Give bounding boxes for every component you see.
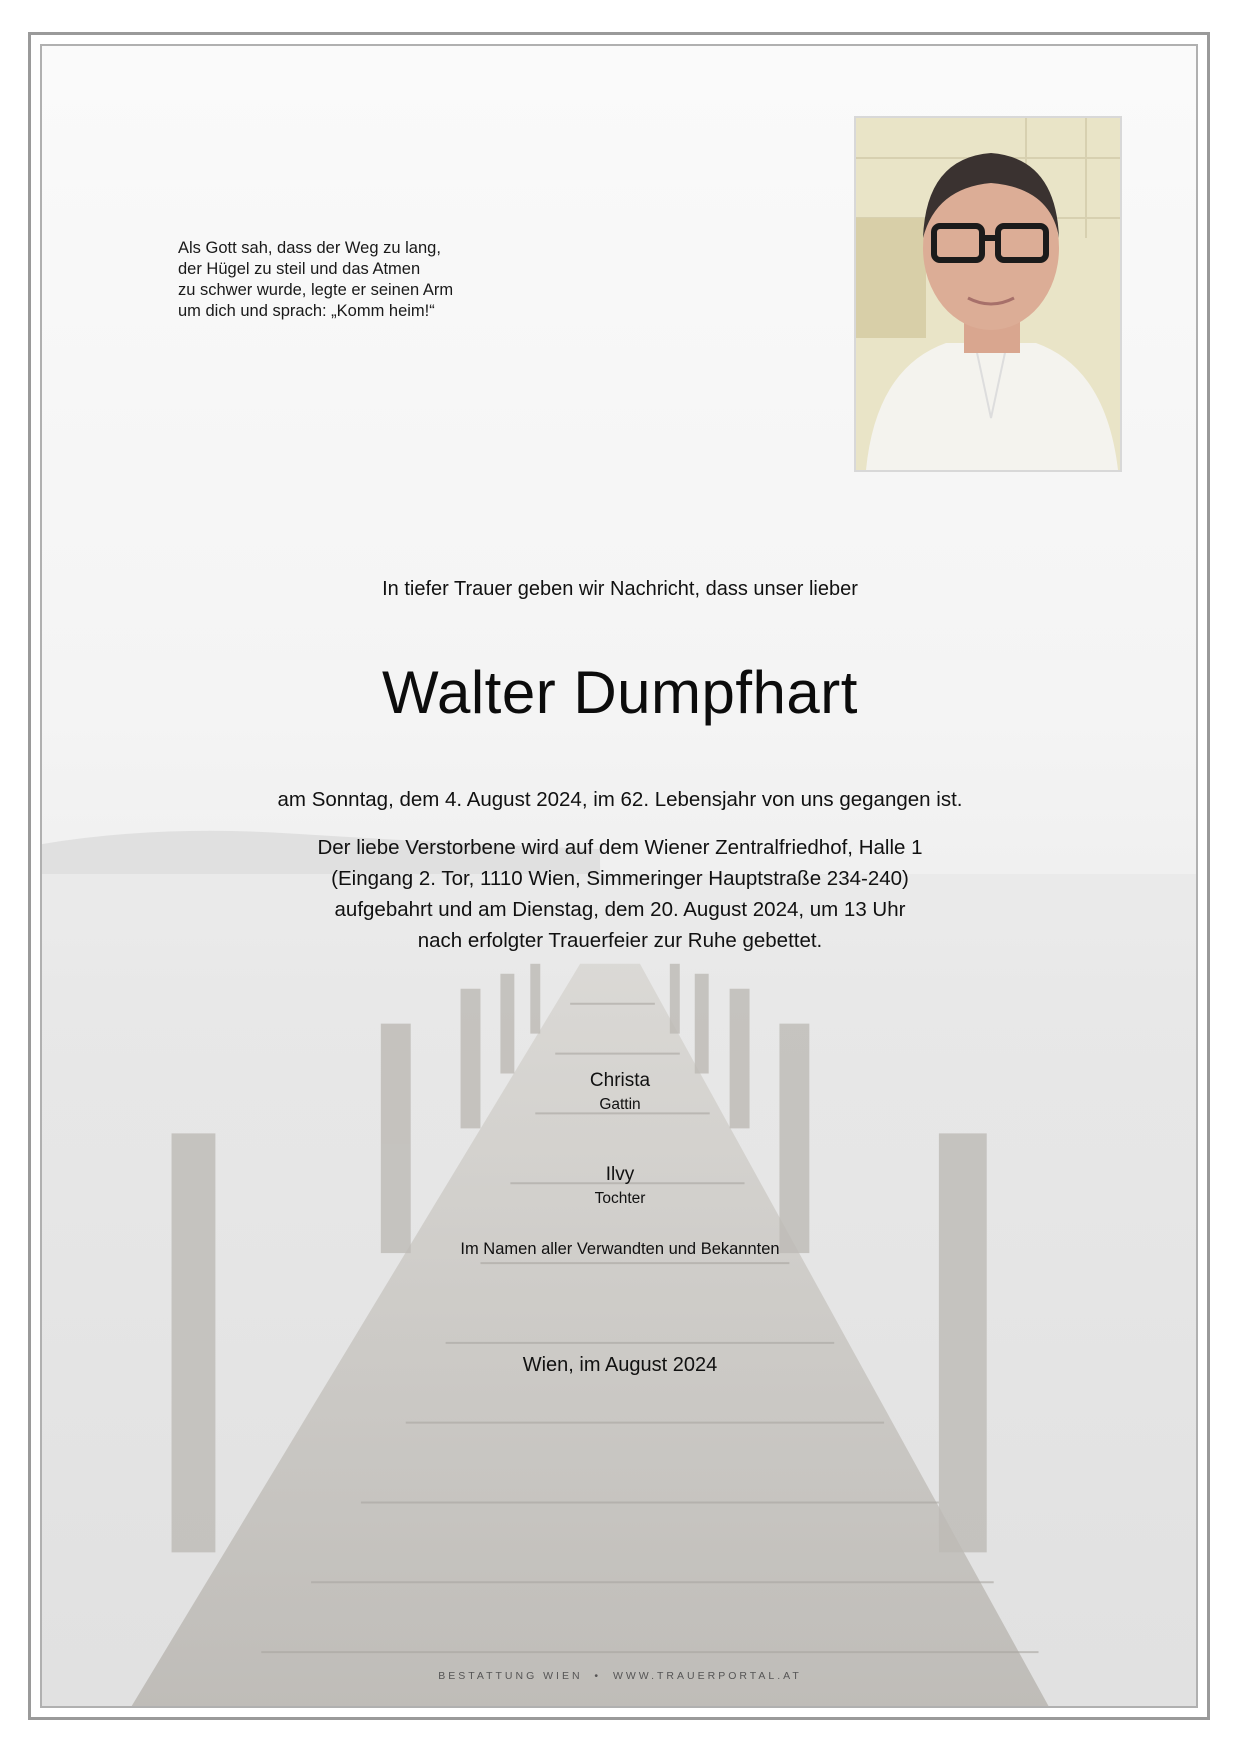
quote-line: der Hügel zu steil und das Atmen <box>178 260 421 278</box>
memorial-quote <box>178 238 498 322</box>
footer <box>0 1670 1240 1682</box>
place-and-date: Wien, im August 2024 <box>522 1354 718 1376</box>
portrait-illustration <box>856 118 1120 470</box>
passing-date-text: am Sonntag, dem 4. August 2024, im 62. Lebensjahr von uns gegangen ist. <box>277 788 963 811</box>
quote-line: zu schwer wurde, legte er seinen Arm <box>178 281 454 299</box>
deceased-name: Walter Dumpfhart <box>382 659 858 726</box>
family-member <box>0 1164 1240 1208</box>
announcement-intro: In tiefer Trauer geben wir Nachricht, dass unser lieber <box>382 578 858 600</box>
relatives-line: Im Namen aller Verwandten und Bekannten <box>460 1240 780 1258</box>
footer-website-link[interactable]: WWW.TRAUERPORTAL.AT <box>612 1670 802 1682</box>
funeral-details-line: (Eingang 2. Tor, 1110 Wien, Simmeringer Hauptstraße 234-240) <box>331 867 909 890</box>
family-member-name: Ilvy <box>605 1164 635 1185</box>
quote-line: um dich und sprach: „Komm heim!“ <box>178 302 435 320</box>
footer-separator: • <box>594 1670 602 1682</box>
footer-company: BESTATTUNG WIEN <box>438 1670 583 1682</box>
portrait-photo <box>854 116 1122 472</box>
funeral-details-line: Der liebe Verstorbene wird auf dem Wiener Zentralfriedhof, Halle 1 <box>317 836 923 859</box>
family-member-relation: Tochter <box>594 1190 646 1207</box>
funeral-details <box>0 832 1240 956</box>
quote-line: Als Gott sah, dass der Weg zu lang, <box>178 239 441 257</box>
family-member <box>0 1070 1240 1114</box>
family-member-relation: Gattin <box>599 1096 641 1113</box>
funeral-details-line: nach erfolgter Trauerfeier zur Ruhe gebettet. <box>417 929 823 952</box>
family-member-name: Christa <box>589 1070 651 1091</box>
funeral-details-line: aufgebahrt und am Dienstag, dem 20. August 2024, um 13 Uhr <box>334 898 906 921</box>
